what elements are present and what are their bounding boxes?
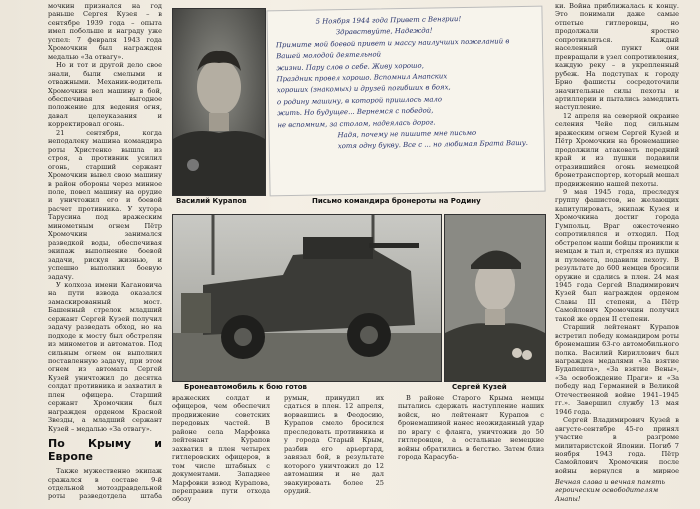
letter-line: о родину машину, в которой пришлось мало (276, 95, 443, 107)
letter-line: жить. Но будущее... Вернемся с победой, (277, 106, 434, 118)
paragraph: 21 сентября, когда неподалеку машина командира роты Христенко вышла из строя, а противник усилил огонь, старший сержант Хромочкин вывел свою машину в район обороны через минное поле, повел машину на орудие и уничтожил его и боевой расчет противника. У хутора Тарусина под вражеским минометным огнем Пётр Хромочкин занимался разведкой воды, обеспечивая экипаж выполнение боевой задачи, рискуя жизнью, и успешно выполнил боевую задачу. (48, 128, 162, 281)
paragraph: В районе Старого Крыма немцы пытались сдержать наступление наших войск, но лейтенант Курапов с бронемашиной нанес неожиданный удар по врагу с фланга, уничтожив до 50 гитлеровцев, а остальные немецкие войны обратились в бегство. Затем близ города Карасуба- (398, 394, 544, 462)
letter-line: Примите мой боевой привет и массу наилучших пожеланий в Вашей молодой деятельной (275, 37, 510, 61)
article-column-3 (284, 394, 384, 504)
portrait-image (445, 215, 545, 381)
paragraph: Старший лейтенант Курапов встретил победу командиром роты бронемашин 63-го автомобильного полка. Василий Кириллович был награжден медалями «За взятие Будапешта», «За взятие Вены», «За освобождение Праги» и «За победу над Германией в Великой Отечественной войне 1941–1945 гг.». Завершил службу 13 мая 1946 года. (555, 323, 679, 416)
letter-line: хотя одну букву. Все с ... но любимая Брата Вашу. (337, 139, 528, 151)
paragraph: ки. Война приближалась к концу. Это понимали даже самые отпетые гитлеровцы, но продолжали яростно сопротивляться. Каждый населенный пункт они превращали в узел сопротивления, каждую реку – в укрепленный рубеж. На подступах к городу Брно фашисты сосредоточили значительные силы пехоты и артиллерии и пытались замедлить наступление. (555, 2, 679, 112)
letter-line: не вспомним, за столом, надеялась дорог. (277, 118, 436, 129)
photo-caption: Василий Курапов (176, 197, 247, 205)
paragraph: мочкин признался на год раньше Сергея Кузея – в сентябре 1939 года – опыта имел побольше и награду уже успел: 7 февраля 1943 года Хромочкин был награжден медалью «За отвагу». (48, 2, 162, 61)
kuzei-portrait-photo (444, 214, 546, 382)
paragraph: Но и тот и другой дело свое знали, были смелыми и отважными. Механик-водитель Хромочкин вел машину в бой, обеспечивая выгодное положение для ведения огня, давал целеуказания и корректировал огонь. (48, 61, 162, 129)
letter-line: Надя, почему не пишите мне письмо (337, 128, 477, 140)
article-column-2 (172, 394, 270, 504)
letter-line: 5 Ноября 1944 года Привет с Венгрии! (315, 15, 462, 26)
paragraph: вражеских солдат и офицеров, чем обеспечил продвижение советских передовых частей. В районе села Марфовка лейтенант Курапов захватил в плен четырех гитлеровских офицеров, в том числе штабных с документами. Западнее Марфовки взвод Курапова, переправив пути отхода обозу (172, 394, 270, 504)
article-column-5 (555, 2, 679, 474)
paragraph: румын, принудил их сдаться в плен. 12 апреля, ворвавшись в Феодосию, Курапов смело бросился преследовать противника и у города Старый Крым, разбив его арьергард, завязал бой, в результате которого уничтожил до 12 автомашин и не дал эвакуировать более 25 орудий. (284, 394, 384, 495)
paragraph: Также мужественно экипаж сражался в составе 9-й отдельной мотоздравдельной роты разведотдела штаба (48, 467, 162, 501)
paragraph: У колхоза имени Кагановича на пути взвода оказался замаскированный мост. Башенный стрелок младший сержант Сергей Кузей получил задачу разведать обход, но на подходе к мосту был обстрелян из минометов и автоматов. Под сильным огнем он выполнил поставленную задачу, при этом огнем из автомата Сергей Кузей уничтожил до десятка солдат противника и захватил в плен офицера. Старший сержант Хромочкин был награжден орденом Красной Звезды, а младший сержант Кузей – медалью «За отвагу». (48, 280, 162, 433)
letter-line: Праздник провел хорошо. Вспомнил Анапских (276, 72, 448, 84)
closing-line: Вечная слава и вечная память героическим освободителям Анапы! (555, 478, 666, 503)
paragraph: Сергей Владимирович Кузей в августе-сентябре 45-го принял участие в разгроме милитаристской Японии. Погиб 7 ноября 1943 года. Пётр Самойлович Хромочкин после войны вернулся в мирное (555, 416, 679, 474)
handwritten-letter (266, 6, 545, 197)
portrait-image (173, 9, 265, 195)
letter-line: хороших (знакомых) и друзей погибших в боях, (276, 83, 451, 95)
photo-caption: Сергей Кузей (452, 383, 507, 391)
letter-line: жизни. Пару слов о себе. Живу хорошо, (276, 61, 424, 72)
letter-line: Здравствуйте, Надежда! (335, 26, 433, 37)
section-heading: По Крыму и Европе (48, 437, 162, 464)
kurapov-portrait-photo (172, 8, 266, 196)
paragraph: 12 апреля на северной окраине селения Чейе под сильным вражеским огнем Сергей Кузей и Пётр Хромочкин на бронемашине продолжили атаковать передний край и из пушки подавили отразившийся огонь немецкой бронетранспортер, который мешал продвижению нашей пехоты. (555, 111, 679, 188)
photo-caption: Бронеавтомобиль к бою готов (184, 383, 307, 391)
photo-caption: Письмо командира бронероты на Родину (312, 197, 481, 205)
article-column-1 (48, 2, 162, 502)
armored-car-image (173, 215, 441, 381)
article-column-4 (398, 394, 544, 504)
armored-car-photo (172, 214, 442, 382)
paragraph: 9 мая 1945 года, преследуя группу фашистов, не желающих капитулировать, экипаж Кузея и Хромочкина достиг города Гумпольц. Враг ожесточенно сопротивлялся и отходил. Под обстрелом наши бойцы проникли к немцам в тыл и, стреляя из пушки и пулемета, подавили пехоту. В результате до 600 немцев бросили оружие и сдались в плен. 24 мая 1945 года Сергей Владимирович Кузей был награжден орденом Славы III степени, а Пётр Самойлович Хромочкин получил такой же орден II степени. (555, 187, 679, 323)
